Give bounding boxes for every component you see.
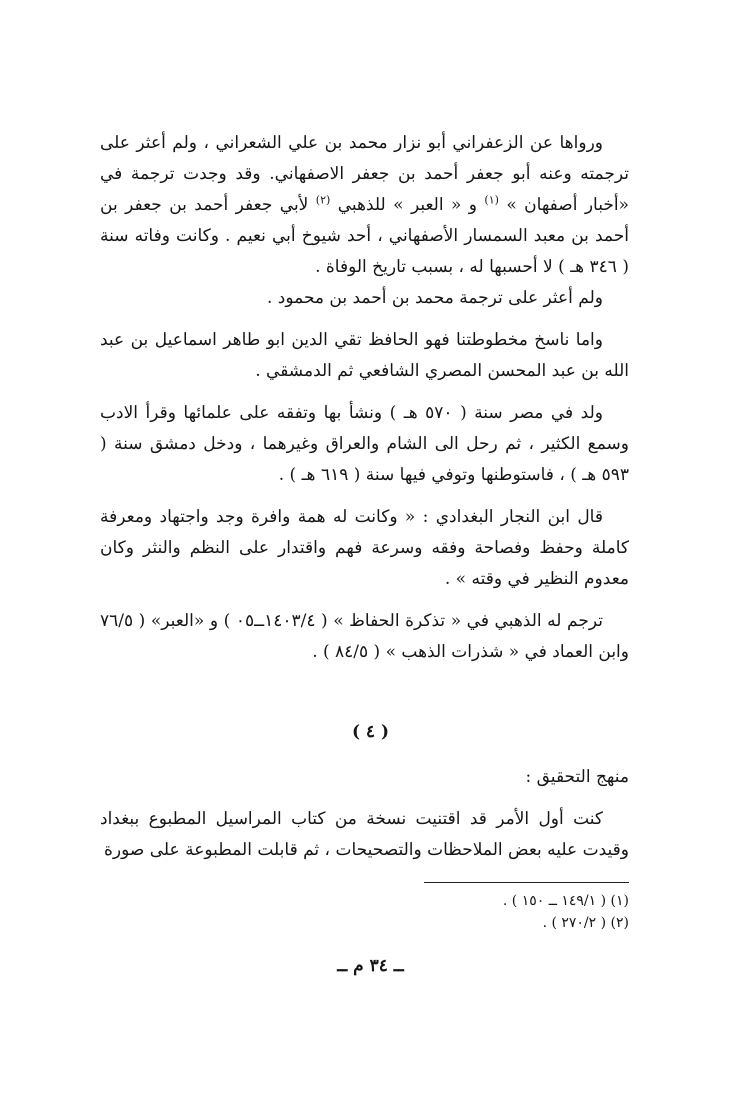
main-text <box>100 128 629 668</box>
paragraph-5: قال ابن النجار البغدادي : « وكانت له همة وافرة وجد واجتهاد ومعرفة كاملة وحفظ وفصاحة وفقه وسرعة فهم واقتدار على النظم والنثر وكان معدوم النظير في وقته » . <box>100 507 629 589</box>
paragraph-6: ترجم له الذهبي في « تذكرة الحفاظ » ( ١٤٠٣/٤ــ٠٥ ) و «العبر» ( ٧٦/٥ وابن العماد في « شذرات الذهب » ( ٨٤/٥ ) . <box>100 611 629 662</box>
paragraph-1-part-b: و « العبر » للذهبي <box>330 195 485 215</box>
method-text: كنت أول الأمر قد اقتنيت نسخة من كتاب المراسيل المطبوع ببغداد وقيدت عليه بعض الملاحظات والتصحيحات ، ثم قابلت المطبوعة على صورة <box>100 809 629 860</box>
paragraph-1 <box>100 128 629 283</box>
method-heading: منهج التحقيق : <box>525 767 629 787</box>
footnote-divider <box>424 882 629 883</box>
paragraph-2: ولم أعثر على ترجمة محمد بن أحمد بن محمود . <box>266 288 603 308</box>
paragraph-1-part-c: لأبي جعفر أحمد بن جعفر بن أحمد بن معبد السمسار الأصفهاني ، أحد شيوخ أبي نعيم . وكانت وفاته سنة ( ٣٤٦ هـ ) لا أحسبها له ، بسبب تاريخ الوفاة . <box>100 195 629 277</box>
method-section <box>100 762 629 866</box>
section-number: ( ٤ ) <box>351 722 390 742</box>
footnote-ref-2[interactable]: (٢) <box>315 193 331 207</box>
footnote-ref-1[interactable]: (١) <box>484 193 499 207</box>
paragraph-1-part-a: ورواها عن الزعفراني أبو نزار محمد بن علي الشعراني ، ولم أعثر على ترجمته وعنه أبو جعفر أحمد بن جعفر الاصفهاني. وقد وجدت ترجمة في «أخبار أصفهان » <box>100 133 629 215</box>
paragraph-3: واما ناسخ مخطوطتنا فهو الحافظ تقي الدين ابو طاهر اسماعيل بن عبد الله بن عبد المحسن المصري الشافعي ثم الدمشقي . <box>100 330 629 381</box>
paragraph-4: ولد في مصر سنة ( ٥٧٠ هـ ) ونشأ بها وتفقه على علمائها وقرأ الادب وسمع الكثير ، ثم رحل الى الشام والعراق وغيرهما ، ودخل دمشق سنة ( ٥٩٣ هـ ) ، فاستوطنها وتوفي فيها سنة ( ٦١٩ هـ ) . <box>100 403 629 485</box>
page-number: ــ ٣٤ م ــ <box>337 956 404 976</box>
footnotes <box>229 890 629 934</box>
footnote-2: (٢) ( ٢٧٠/٢ ) . <box>542 915 629 931</box>
footnote-1: (١) ( ١٤٩/١ ــ ١٥٠ ) . <box>502 893 629 909</box>
